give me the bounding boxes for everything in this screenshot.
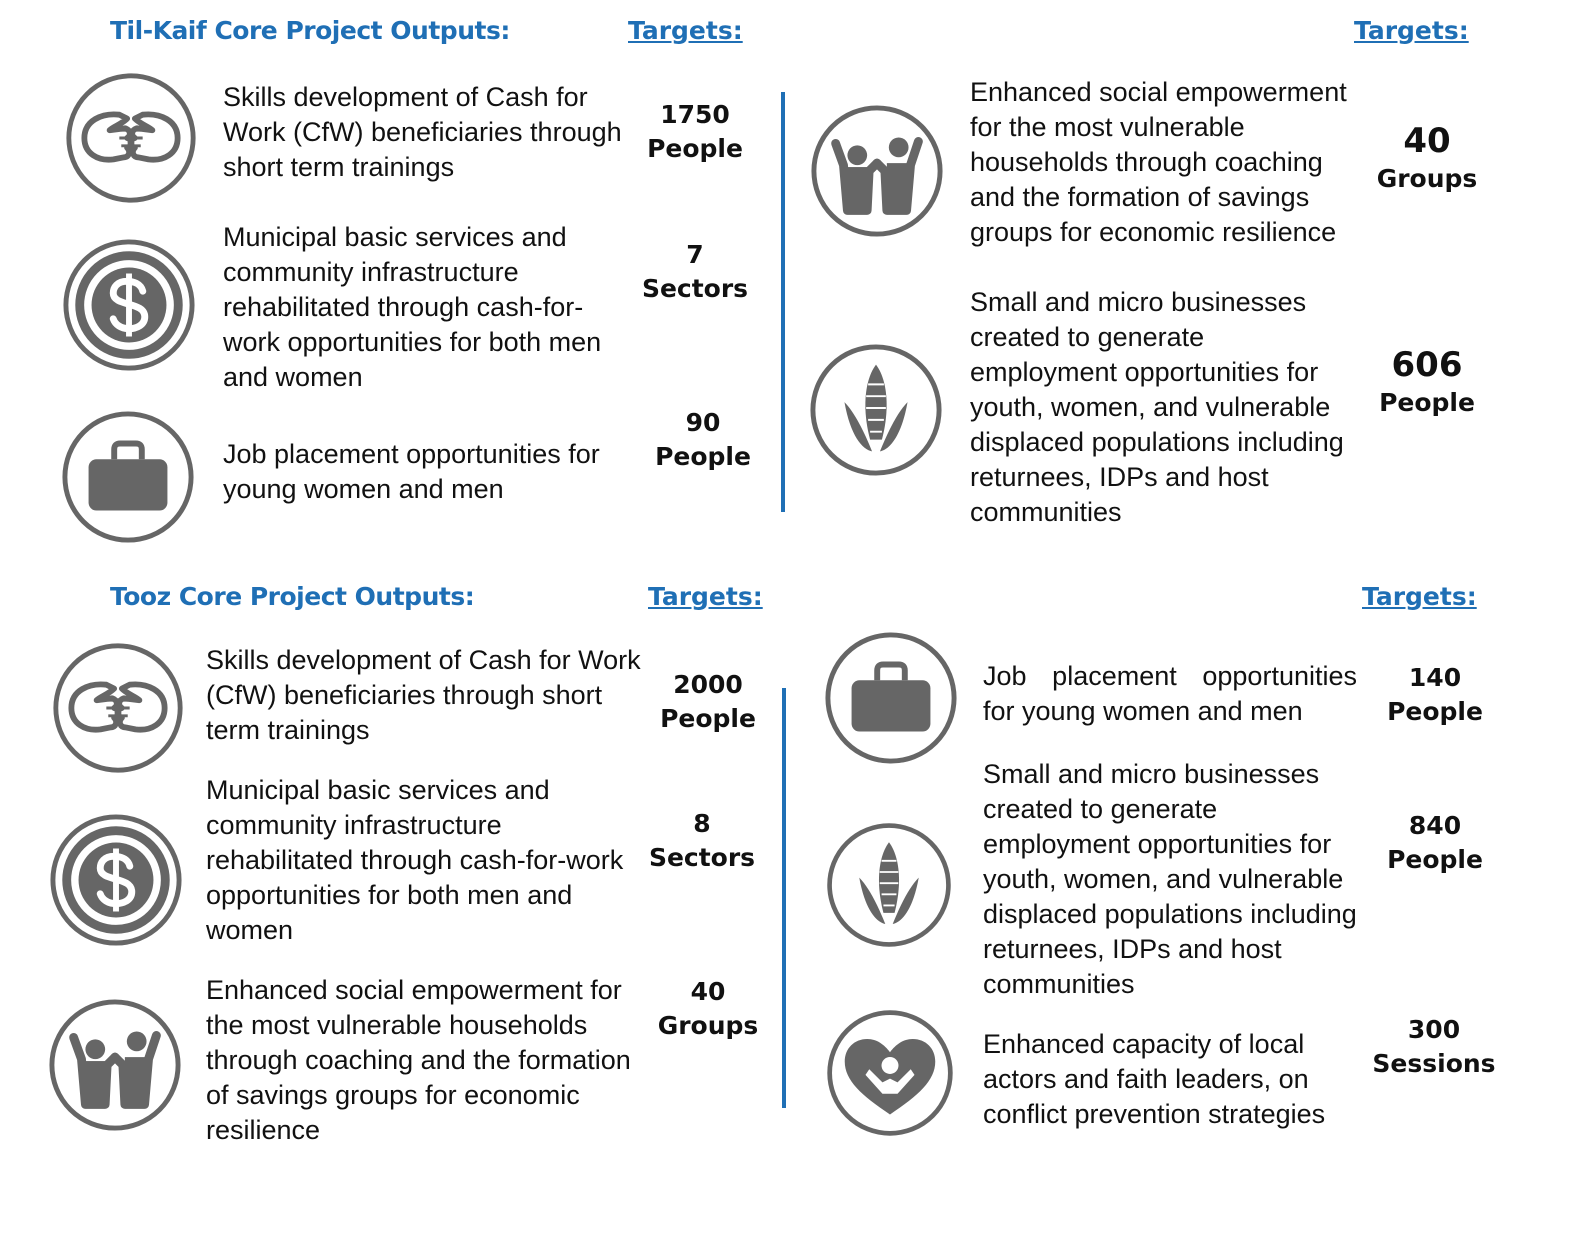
briefcase-icon xyxy=(59,408,197,546)
target-value: 40 xyxy=(690,977,726,1006)
target-unit: People xyxy=(655,442,751,471)
tooz-target-infrastructure xyxy=(637,807,767,875)
target-unit: People xyxy=(1387,845,1483,874)
handshake-icon xyxy=(63,70,199,206)
til-kaif-targets-right-label: Targets: xyxy=(1354,16,1469,45)
target-unit: Groups xyxy=(657,1011,759,1040)
tooz-column-divider xyxy=(782,688,786,1108)
tooz-output-skills-text: Skills development of Cash for Work (CfW) beneficiaries through short term trainings xyxy=(206,645,641,745)
tooz-output-capacity-text: Enhanced capacity of local actors and faith leaders, on conflict prevention strategies xyxy=(983,1029,1326,1129)
target-value: 840 xyxy=(1408,811,1462,840)
til-kaif-output-social-empowerment-text: Enhanced social empowerment for the most vulnerable households through coaching and the formation of savings groups for economic resilience xyxy=(970,77,1347,247)
heart-hands-icon xyxy=(824,1007,956,1139)
til-kaif-output-micro-businesses-text: Small and micro businesses created to generate employment opportunities for youth, women, and vulnerable displaced populations including returnees, IDPs and host communities xyxy=(970,287,1344,527)
dollar-coin-icon xyxy=(47,811,185,949)
target-unit: Groups xyxy=(1376,164,1478,193)
target-value: 40 xyxy=(1403,121,1451,161)
tooz-target-skills xyxy=(643,668,773,736)
corn-icon xyxy=(824,820,954,950)
corn-icon xyxy=(807,341,945,479)
target-unit: Sectors xyxy=(648,843,756,872)
tooz-output-social-empowerment-text: Enhanced social empowerment for the most vulnerable households through coaching and the formation of savings groups for economic resilience xyxy=(206,975,631,1145)
people-celebrating-icon xyxy=(808,102,946,240)
til-kaif-target-micro-businesses xyxy=(1362,344,1492,420)
briefcase-icon xyxy=(822,629,960,767)
tooz-targets-left-label: Targets: xyxy=(648,582,763,611)
tooz-heading: Tooz Core Project Outputs: xyxy=(110,582,475,611)
target-value: 300 xyxy=(1407,1015,1461,1044)
til-kaif-output-skills-text: Skills development of Cash for Work (CfW) beneficiaries through short term trainings xyxy=(223,82,622,182)
target-value: 90 xyxy=(685,408,721,437)
dollar-coin-icon xyxy=(60,236,198,374)
people-celebrating-icon xyxy=(46,996,184,1134)
tooz-target-social-empowerment xyxy=(643,975,773,1043)
til-kaif-target-job-placement xyxy=(638,406,768,474)
tooz-output-job-placement-text: Job placement opportunities for young women and men xyxy=(983,661,1357,726)
til-kaif-heading: Til-Kaif Core Project Outputs: xyxy=(110,16,510,45)
target-value: 140 xyxy=(1408,663,1462,692)
target-value: 7 xyxy=(686,240,704,269)
target-value: 606 xyxy=(1391,345,1463,385)
tooz-targets-right-label: Targets: xyxy=(1362,582,1477,611)
tooz-target-capacity xyxy=(1369,1013,1499,1081)
til-kaif-column-divider xyxy=(781,92,785,512)
target-value: 8 xyxy=(693,809,711,838)
tooz-output-infrastructure-text: Municipal basic services and community infrastructure rehabilitated through cash-for-work opportunities for both men and women xyxy=(206,775,624,945)
target-unit: Sectors xyxy=(641,274,749,303)
tooz-output-micro-businesses-text: Small and micro businesses created to generate employment opportunities for youth, women, and vulnerable displaced populations including returnees, IDPs and host communities xyxy=(983,759,1357,999)
til-kaif-target-social-empowerment xyxy=(1362,120,1492,196)
target-unit: People xyxy=(660,704,756,733)
target-value: 1750 xyxy=(660,100,730,129)
target-value: 2000 xyxy=(673,670,743,699)
tooz-target-micro-businesses xyxy=(1370,809,1500,877)
tooz-target-job-placement xyxy=(1370,661,1500,729)
til-kaif-target-infrastructure xyxy=(630,238,760,306)
handshake-icon xyxy=(50,640,186,776)
target-unit: People xyxy=(647,134,743,163)
target-unit: Sessions xyxy=(1372,1049,1496,1078)
til-kaif-targets-left-label: Targets: xyxy=(628,16,743,45)
til-kaif-output-infrastructure-text: Municipal basic services and community infrastructure rehabilitated through cash-for-work opportunities for both men and women xyxy=(223,222,602,392)
til-kaif-output-job-placement-text: Job placement opportunities for young women and men xyxy=(223,439,600,504)
til-kaif-target-skills xyxy=(630,98,760,166)
target-unit: People xyxy=(1387,697,1483,726)
target-unit: People xyxy=(1379,388,1475,417)
